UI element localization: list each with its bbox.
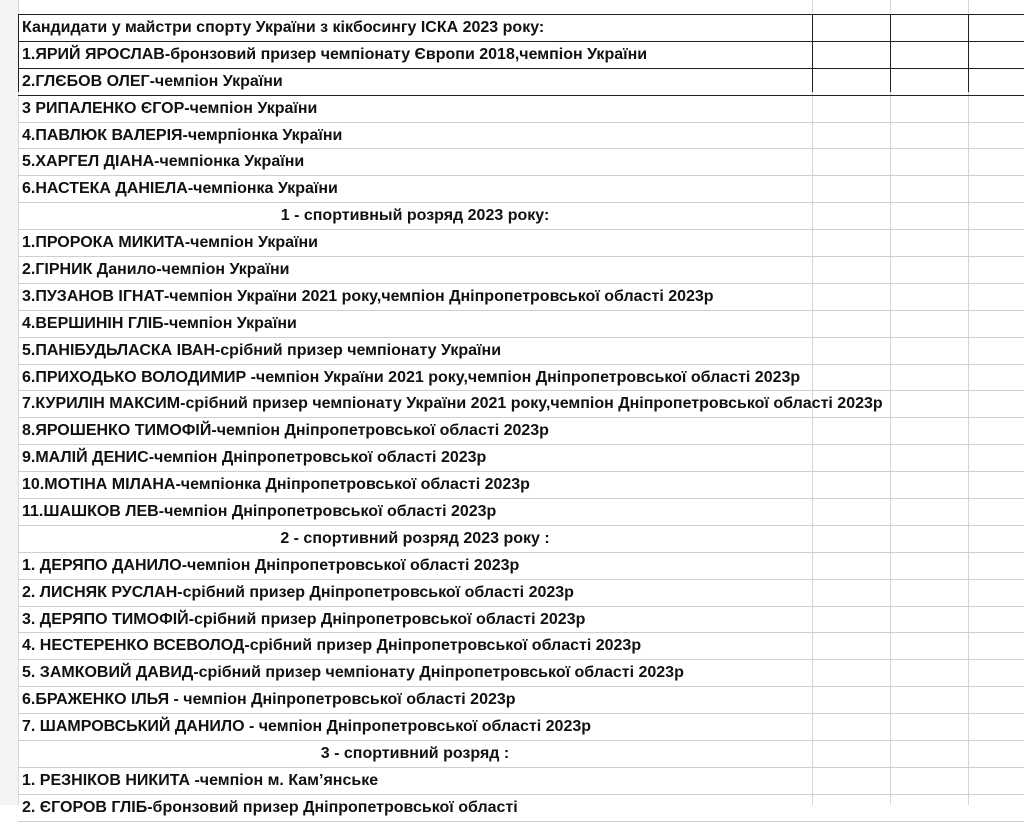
sheet-row[interactable]	[18, 580, 1024, 607]
sheet-row[interactable]	[18, 687, 1024, 714]
cell-text: 4.ВЕРШИНІН ГЛІБ-чемпіон України	[22, 314, 297, 332]
section-heading-row[interactable]	[18, 526, 1024, 553]
cell-text: 3.ПУЗАНОВ ІГНАТ-чемпіон України 2021 року,чемпіон Дніпропетровської області 2023р	[22, 287, 714, 305]
sheet-rows	[18, 14, 1024, 822]
cell-text: 5. ЗАМКОВИЙ ДАВИД-срібний призер чемпіонату Дніпропетровської області 2023р	[22, 664, 684, 682]
section-heading-row[interactable]	[18, 203, 1024, 230]
cell-text: 10.МОТІНА МІЛАНА-чемпіонка Дніпропетровської області 2023р	[22, 476, 530, 494]
sheet-row[interactable]	[18, 365, 1024, 392]
cell-text: 1. РЕЗНІКОВ НИКИТА -чемпіон м. Кам’янське	[22, 771, 379, 789]
sheet-row[interactable]	[18, 795, 1024, 822]
sheet-row[interactable]	[18, 445, 1024, 472]
section-heading-text: 1 - спортивный розряд 2023 року:	[280, 207, 550, 225]
sheet-row[interactable]	[18, 607, 1024, 634]
cell-text: 9.МАЛІЙ ДЕНИС-чемпіон Дніпропетровської області 2023р	[22, 449, 487, 467]
row-header-strip	[0, 0, 19, 805]
cell-text: 4. НЕСТЕРЕНКО ВСЕВОЛОД-срібний призер Дніпропетровської області 2023р	[22, 637, 642, 655]
cell-text: 7.КУРИЛІН МАКСИМ-срібний призер чемпіонату України 2021 року,чемпіон Дніпропетровської області 2023р	[22, 395, 883, 413]
cell-text: 2.ГІРНИК Данило-чемпіон України	[22, 261, 290, 279]
cell-text: 1.ПРОРОКА МИКИТА-чемпіон України	[22, 234, 318, 252]
sheet-row[interactable]	[18, 176, 1024, 203]
sheet-row[interactable]	[18, 338, 1024, 365]
cell-text: 8.ЯРОШЕНКО ТИМОФІЙ-чемпіон Дніпропетровської області 2023р	[22, 422, 549, 440]
cell-text: 6.НАСТЕКА ДАНІЕЛА-чемпіонка України	[22, 180, 338, 198]
cell-text: 2.ГЛЄБОВ ОЛЕГ-чемпіон України	[22, 72, 283, 90]
sheet-row[interactable]	[18, 14, 1024, 42]
sheet-row[interactable]	[18, 96, 1024, 123]
cell-text: 3 РИПАЛЕНКО ЄГОР-чемпіон України	[22, 99, 318, 117]
cell-text: 5.ХАРГЕЛ ДІАНА-чемпіонка України	[22, 153, 305, 171]
sheet-row[interactable]	[18, 391, 1024, 418]
sheet-row[interactable]	[18, 284, 1024, 311]
sheet-row[interactable]	[18, 660, 1024, 687]
cell-text: 7. ШАМРОВСЬКИЙ ДАНИЛО - чемпіон Дніпропетровської області 2023р	[22, 718, 592, 736]
sheet-row[interactable]	[18, 42, 1024, 69]
sheet-row[interactable]	[18, 418, 1024, 445]
sheet-row[interactable]	[18, 69, 1024, 96]
section-heading-text: 2 - спортивний розряд 2023 року :	[280, 529, 550, 547]
cell-text: 2. ЄГОРОВ ГЛІБ-бронзовий призер Дніпропетровської області	[22, 798, 518, 816]
sheet-row[interactable]	[18, 257, 1024, 284]
sheet-row[interactable]	[18, 230, 1024, 257]
cell-text: 3. ДЕРЯПО ТИМОФІЙ-срібний призер Дніпропетровської області 2023р	[22, 610, 586, 628]
cell-text: 6.БРАЖЕНКО ІЛЬЯ - чемпіон Дніпропетровської області 2023р	[22, 691, 516, 709]
sheet-row[interactable]	[18, 311, 1024, 338]
cell-text: Кандидати у майстри спорту України з кікбосингу ІСКА 2023 року:	[22, 19, 545, 36]
sheet-row[interactable]	[18, 149, 1024, 176]
cell-text: 1.ЯРИЙ ЯРОСЛАВ-бронзовий призер чемпіонату Європи 2018,чемпіон України	[22, 45, 648, 63]
sheet-row[interactable]	[18, 633, 1024, 660]
cell-text: 5.ПАНІБУДЬЛАСКА ІВАН-срібний призер чемпіонату України	[22, 341, 502, 359]
cell-text: 11.ШАШКОВ ЛЕВ-чемпіон Дніпропетровської області 2023р	[22, 503, 497, 521]
sheet-row[interactable]	[18, 714, 1024, 741]
sheet-row[interactable]	[18, 123, 1024, 150]
cell-text: 4.ПАВЛЮК ВАЛЕРІЯ-чемрпіонка України	[22, 126, 343, 144]
sheet-row[interactable]	[18, 472, 1024, 499]
sheet-row[interactable]	[18, 553, 1024, 580]
sheet-row[interactable]	[18, 768, 1024, 795]
cell-text: 1. ДЕРЯПО ДАНИЛО-чемпіон Дніпропетровської області 2023р	[22, 556, 520, 574]
section-heading-text: 3 - спортивний розряд :	[320, 745, 510, 763]
cell-text: 6.ПРИХОДЬКО ВОЛОДИМИР -чемпіон України 2021 року,чемпіон Дніпропетровської області 2023р	[22, 368, 801, 386]
cell-text: 2. ЛИСНЯК РУСЛАН-срібний призер Дніпропетровської області 2023р	[22, 583, 574, 601]
section-heading-row[interactable]	[18, 741, 1024, 768]
sheet-row[interactable]	[18, 499, 1024, 526]
